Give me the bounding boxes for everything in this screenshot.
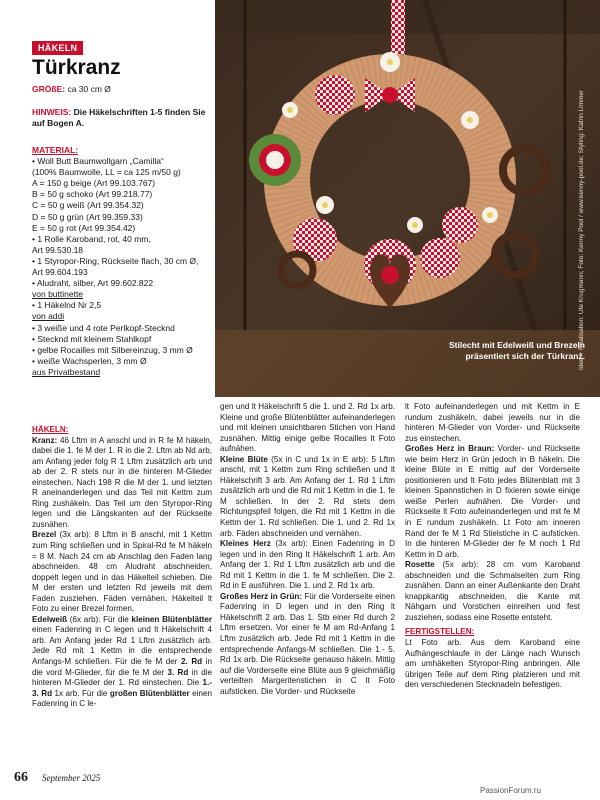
material-list bbox=[32, 145, 212, 378]
paragraph: gen und lt Häkelschrift 5 die 1. und 2. Rd 1x arb. Kleine und große Blütenblätter aufeinanderlegen und mit kleinen unsichtbaren Stichen von Hand zusnähen. Mittig einige gelbe Rocailles lt Foto aufnähen. bbox=[220, 402, 395, 454]
instructions-column-1 bbox=[32, 425, 212, 710]
photo-credit: Idee + Realisation: Ute Krugmann; Foto: Kenny Pool / www.kenny-pool.de; Styling: Katrin Limmer bbox=[578, 89, 585, 370]
page-number: 66 bbox=[14, 770, 28, 785]
finishing-heading: FERTIGSTELLEN: bbox=[405, 627, 475, 637]
bold-term: Edelweiß bbox=[32, 614, 68, 624]
material-line: Art 99.604.193 bbox=[32, 267, 88, 278]
material-line: • 3 weiße und 4 rote Perlkopf-Stecknd bbox=[32, 322, 175, 333]
paragraph-text: einen Fadenring in C le- bbox=[32, 688, 212, 709]
section-tag: HÄKELN bbox=[32, 41, 83, 55]
paragraph-text: (3x arb): 8 Lftm in B anschl, mit 1 Kettm zum Ring schließen und in Spiral-Rd fe M häkeln = 8 M. Nach 24 cm ab Anschlag den Faden lang abschneiden. 48 cm Aludraht abschneiden, doppelt legen und in das Häkelteil schieben. Die M der ersten und letzten Rd jeweils mit dem Faden zusziehen. Fäden vernähen. Häkelteil lt Foto zu einer Brezel formen. bbox=[32, 530, 212, 614]
wreath-photo bbox=[215, 0, 600, 397]
bold-term: 2. Rd bbox=[181, 657, 203, 667]
material-heading: MATERIAL: bbox=[32, 145, 79, 155]
paragraph-text: 46 Lftm in A anschl und in R fe M häkeln, dabei die 1. fe M der 1. R in die 2. Lftm ab Nd arb, am Anfang jeder folg R 1 Lftm zusätzlich arb und ab der 2. R stets nur in die hinteren M-Glieder einstechen. Nach 198 R die M der 1. und letzten R aneinanderlegen und das Teil mit Kettm zum Ring zushäkeln. Das Teil um den Styropor-Ring legen und die Längskanten auf der Rückseite zusnähen. bbox=[32, 435, 212, 529]
paragraph bbox=[220, 455, 395, 539]
bold-term: Rosette bbox=[405, 560, 435, 570]
bold-term: kleinen Blütenblätter bbox=[131, 614, 212, 624]
paragraph bbox=[32, 530, 212, 614]
material-source: aus Privatbestand bbox=[32, 366, 101, 377]
paragraph: lt Foto aufeinanderlegen und mit Kettm in E rundum zushäkeln, dabei jeweils nur in die hinteren M-Glieder von Vorder- und Rückseite zus einstechen. bbox=[405, 402, 580, 443]
paragraph-text: in die vord M-Glieder, für die fe M der bbox=[32, 657, 212, 677]
material-line: • Stecknd mit kleinem Stahlkopf bbox=[32, 333, 152, 344]
bold-term: Kranz: bbox=[32, 435, 58, 445]
bold-term: Großes Herz in Braun: bbox=[405, 444, 495, 454]
photo-caption: Stilecht mit Edelweiß und Brezeln präsentiert sich der Türkranz. bbox=[448, 340, 585, 361]
crochet-heading: HÄKELN: bbox=[32, 425, 69, 434]
material-line: B = 50 g schoko (Art 99.218.77) bbox=[32, 189, 153, 200]
material-line: (100% Baumwolle, LL = ca 125 m/50 g) bbox=[32, 167, 181, 178]
bold-term: Brezel bbox=[32, 530, 57, 540]
issue-date: September 2025 bbox=[42, 773, 101, 783]
paragraph: Lt Foto arb. Aus dem Karoband eine Aufhängeschlaufe in der Länge nach Wunsch am umhäkelten Styropor-Ring anbringen. Alle übrigen Teile auf dem Ring platzieren und mit den verschiedenen Stecknadeln befestigen. bbox=[405, 638, 580, 690]
size-label: GRÖßE: bbox=[32, 84, 66, 94]
paragraph bbox=[220, 539, 395, 592]
material-line: Art 99.530.18 bbox=[32, 244, 84, 255]
paragraph-text: (5x arb): 28 cm vom Karoband abschneiden und die Schmalseiten zum Ring zusnähen. Dann an einer Außenkante den Draht knappkantig abschneiden, die Kante mit Nähgarn und Vorstichen einreihen und fest zusziehen, sodass eine Rosette entsteht. bbox=[405, 560, 580, 622]
paragraph bbox=[220, 592, 395, 697]
paragraph-text: (6x arb): Für die bbox=[67, 614, 132, 624]
size-value: ca 30 cm Ø bbox=[67, 84, 111, 94]
paragraph-text: in die hinteren M-Glieder der 1. Rd einstechen. Die bbox=[32, 667, 212, 688]
bold-term: 1.- 3. Rd bbox=[32, 678, 212, 698]
bold-term: 3. Rd bbox=[167, 667, 189, 677]
paragraph-text: Vorder- und Rückseite wie beim Herz in Grün jedoch in B häkeln. Die kleine Blüte in E mittig auf der Vorderseite positionieren und lt Foto jedes Blütenblatt mit 3 kleinen Spannstichen in D fixieren sowie einige weiße Perlen aufnähen. Die Vorder- und Rückseite lt Foto aufeinanderlegen und mit fe M in E rundum zushäkeln. Lt Foto am inneren Rand der fe M 1 Rd Stielstiche in C aufsticken. In die hinteren M-Glieder der fe M noch 1 Rd Kettm in D arb. bbox=[405, 444, 580, 559]
instructions-column-3 bbox=[405, 402, 580, 691]
material-line: • 1 Styropor-Ring, Rückseite flach, 30 cm Ø, bbox=[32, 255, 199, 266]
material-line: C = 50 g weiß (Art 99.354.32) bbox=[32, 200, 144, 211]
instructions-column-2 bbox=[220, 402, 395, 697]
note bbox=[32, 107, 212, 129]
material-source: von addi bbox=[32, 311, 65, 322]
material-line: • 1 Rolle Karoband, rot, 40 mm, bbox=[32, 233, 151, 244]
paragraph-text: 1x arb. Für die bbox=[52, 688, 110, 698]
material-line: E = 50 g rot (Art 99.354.42) bbox=[32, 222, 136, 233]
material-line: A = 150 g beige (Art 99.103.767) bbox=[32, 178, 156, 189]
bold-term: Kleines Herz bbox=[220, 539, 271, 549]
page-title: Türkranz bbox=[32, 56, 121, 79]
watermark: PassionForum.ru bbox=[480, 786, 541, 795]
material-line: • weiße Wachsperlen, 3 mm Ø bbox=[32, 355, 147, 366]
wreath-illustration bbox=[215, 0, 600, 397]
note-text: Die Häkelschriften 1-5 finden Sie auf Bogen A. bbox=[32, 107, 206, 128]
paragraph-text: (5x in C und 1x in E arb): 5 Lftm anschl, mit 1 Kettm zum Ring schließen und lt Häkelschrift 3 arb. Am Anfang der 1. Rd 1 Lftm zusätzlich arb und die Rd mit 1 Kettm in die 1. fe M schließen. In der 2. Rd stets dem Richtungspfeil folgen, die Rd mit 1 Kettm in die Kettm der 1. Rd schließen. Die 1. und 2. Rd 1x arb. Fäden abschneiden und vernähen. bbox=[220, 454, 395, 538]
material-source: von buttinette bbox=[32, 289, 84, 300]
paragraph-text: einen Fadenring in C legen und lt Häkelschrift 4 arb. Am Anfang jeder Rd 1 Lftm zusätzlich arb. Jede Rd mit 1 Kettm in die entsprechende Anfangs-M schließen. Für die fe M der bbox=[32, 625, 212, 667]
material-line: • Aludraht, silber, Art 99.602.822 bbox=[32, 278, 154, 289]
paragraph-text: Für die Vorderseite einen Fadenring in D legen und in den Ring lt Häkelschrift 2 arb. Das 1. Stb einer Rd durch 2 Lftm ersetzen. Vor einer fe M am Rd-Anfang 1 Lftm zusätzlich arb. Jede Rd mit 1 Kettm in die entsprechende Anfangs-M schließen. Die 1.- 5. Rd 1x arb. Die Rückseite genauso häkeln. Mittig auf die Vorderseite eine Blüte aus 9 gleichmäßig verteilten Margeritenstichen in C lt Foto aufsticken. Die Vorder- und Rückseite bbox=[220, 591, 395, 696]
bold-term: Kleine Blüte bbox=[220, 454, 268, 464]
bold-term: großen Blütenblätter bbox=[109, 688, 190, 698]
size-info bbox=[32, 84, 111, 94]
material-line: • Woll Butt Baumwollgarn „Camilla“ bbox=[32, 156, 164, 167]
paragraph-text: (3x arb): Einen Fadenring in D legen und in den Ring lt Häkelschrift 1 arb. Am Anfang der 1. Rd 1 Lftm zusätzlich arb und die Rd mit 1 Kettm in die 1. fe M schließen. Die 2. Rd in E ausführen. Die 1. und 2. Rd 1x arb. bbox=[220, 539, 395, 591]
note-label: HINWEIS: bbox=[32, 107, 72, 117]
material-line: D = 50 g grün (Art 99.359.33) bbox=[32, 211, 143, 222]
material-line: • 1 Häkelnd Nr 2,5 bbox=[32, 300, 102, 311]
paragraph bbox=[405, 444, 580, 560]
paragraph bbox=[32, 615, 212, 710]
paragraph bbox=[32, 436, 212, 531]
material-line: • gelbe Rocailles mit Silbereinzug, 3 mm Ø bbox=[32, 344, 193, 355]
paragraph bbox=[405, 560, 580, 623]
bold-term: Großes Herz in Grün: bbox=[220, 591, 303, 601]
